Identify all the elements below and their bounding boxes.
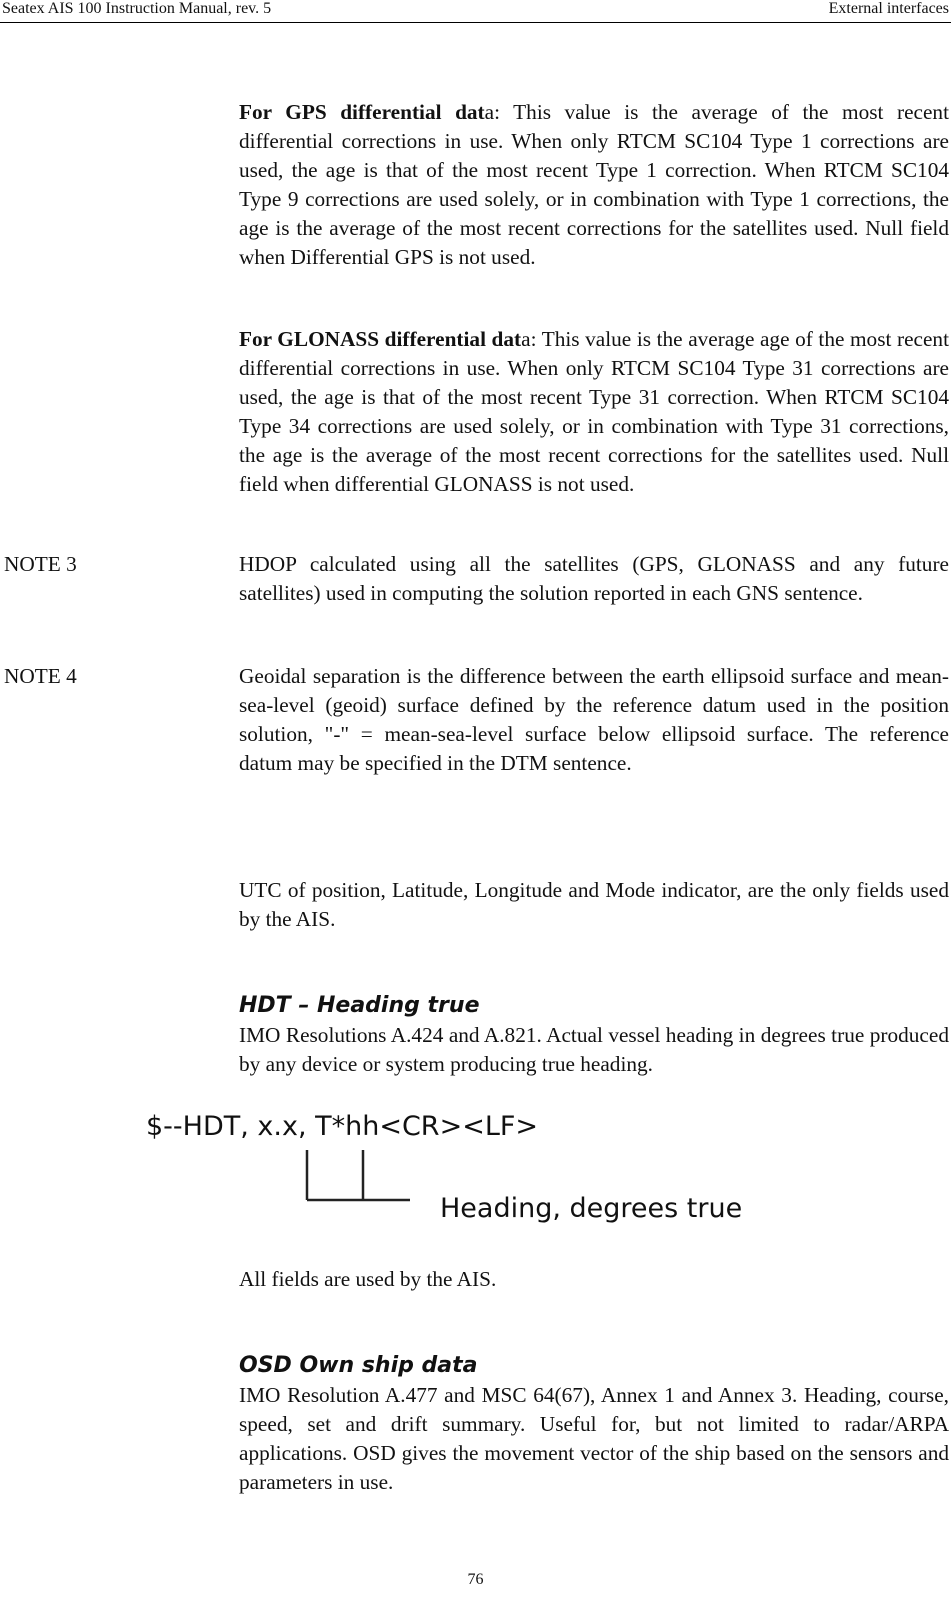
osd-heading: OSD Own ship data [239,1353,478,1378]
gps-differential-paragraph [239,98,949,272]
glonass-differential-term: For GLONASS differential dat [239,327,522,351]
hdt-sentence-format: $--HDT, x.x, T*hh<CR><LF> [146,1111,539,1142]
hdt-field-label: Heading, degrees true [440,1193,743,1224]
hdt-sentence-diagram [142,1110,822,1230]
header-manual-title: Seatex AIS 100 Instruction Manual, rev. 5 [2,0,272,17]
hdt-description: IMO Resolutions A.424 and A.821. Actual vessel heading in degrees true produced by any device or system producing true heading. [239,1023,949,1076]
hdt-heading: HDT – Heading true [239,993,480,1018]
hdt-usage-text: All fields are used by the AIS. [239,1267,497,1291]
glonass-differential-text: a: This value is the average age of the most recent differential corrections in use. When only RTCM SC104 Type 31 corrections are used, the age is that of the most recent Type 31 correction. When RTCM SC104 Type 34 corrections are used solely, or in combination with Type 31 corrections, the age is the average of the most recent corrections for the satellites used. Null field when differential GLONASS is not used. [239,327,949,496]
note3-label: NOTE 3 [4,552,77,576]
glonass-differential-paragraph [239,325,949,499]
gps-differential-text: a: This value is the average of the most recent differential corrections in use. When only RTCM SC104 Type 1 corrections are used, the age is that of the most recent Type 1 correction. When RTCM SC104 Type 9 corrections are used solely, or in combination with Type 1 corrections, the age is the average of the most recent corrections for the satellites used. Null field when Differential GPS is not used. [239,100,949,269]
page-number: 76 [467,1571,484,1588]
header-section-title: External interfaces [828,0,949,17]
gps-differential-term: For GPS differential dat [239,100,485,124]
note3-text: HDOP calculated using all the satellites (GPS, GLONASS and any future satellites) used in computing the solution reported in each GNS sentence. [239,552,949,605]
osd-description: IMO Resolution A.477 and MSC 64(67), Annex 1 and Annex 3. Heading, course, speed, set and drift summary. Useful for, but not limited to radar/ARPA applications. OSD gives the movement vector of the ship based on the sensors and parameters in use. [239,1383,949,1494]
note4-text: Geoidal separation is the difference between the earth ellipsoid surface and mean-sea-level (geoid) surface defined by the reference datum used in the position solution, "-" = mean-sea-level surface below ellipsoid surface. The reference datum may be specified in the DTM sentence. [239,664,949,775]
gns-usage-text: UTC of position, Latitude, Longitude and Mode indicator, are the only fields used by the AIS. [239,878,949,931]
note4-label: NOTE 4 [4,664,77,688]
page-header [0,0,951,23]
